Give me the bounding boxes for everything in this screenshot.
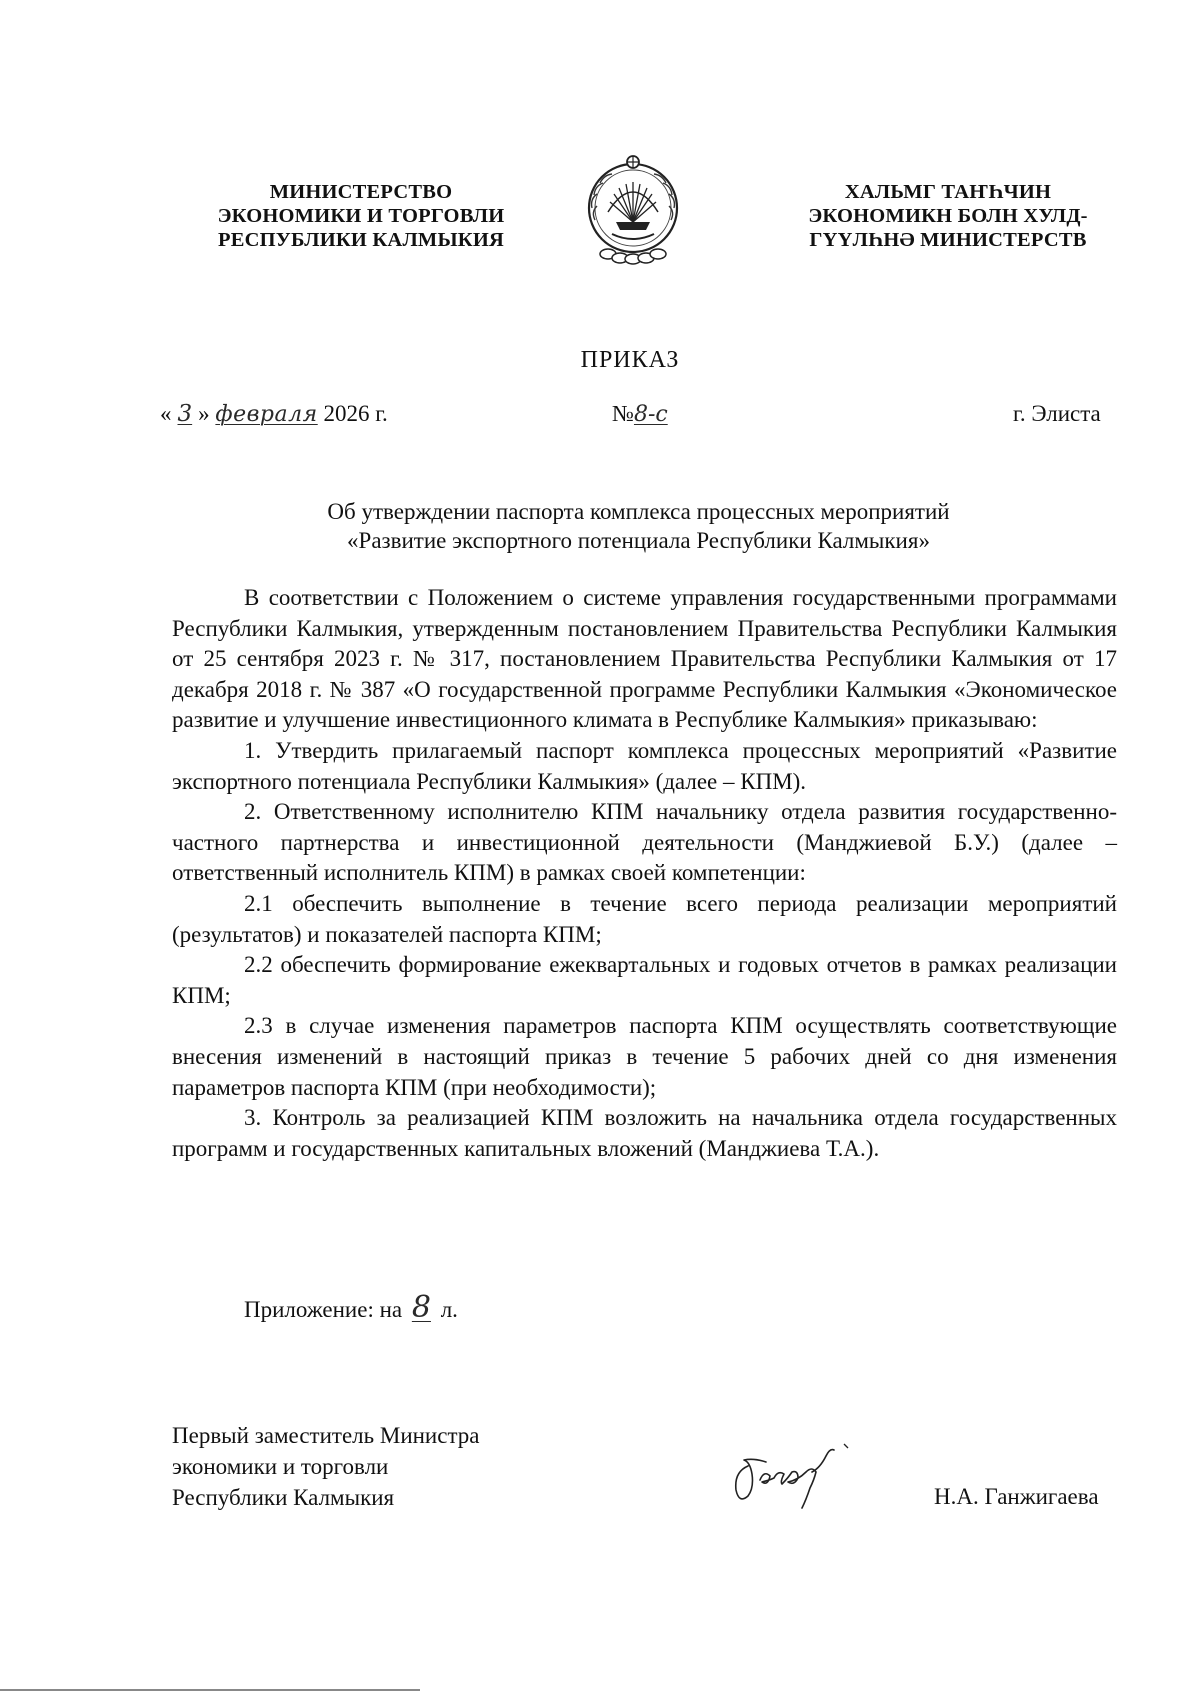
order-place: г. Элиста xyxy=(1013,401,1101,426)
ministry-name-line: МИНИСТЕРСТВО xyxy=(269,181,453,203)
scan-edge-line xyxy=(0,1689,420,1691)
ministry-name-line: ЭКОНОМИКН БОЛН ХУЛД- xyxy=(808,205,1088,227)
order-date xyxy=(160,400,388,429)
handwritten-signature xyxy=(720,1436,870,1526)
ministry-name-russian xyxy=(196,180,526,252)
signer-position-line: Республики Калмыкия xyxy=(172,1485,395,1510)
ministry-name-line: ЭКОНОМИКИ И ТОРГОВЛИ xyxy=(217,205,505,227)
body-paragraph-item-3: 3. Контроль за реализацией КПМ возложить на начальника отдела государственных программ и государственных капитальных вложений (Манджиева Т.А.). xyxy=(172,1105,1117,1161)
body-paragraph-preamble: В соответствии с Положением о системе управления государственными программами Республики Калмыкия, утвержденным постановлением Правительства Республики Калмыкия от 25 сентября 2023 г. № 317, постановлением Правительства Республики Калмыкия от 17 декабря 2018 г. № 387 «О государственной программе Республики Калмыкия «Экономическое развитие и улучшение инвестиционного климата в Республике Калмыкия» приказываю: xyxy=(172,585,1117,733)
appendix-note xyxy=(244,1290,458,1325)
subject-line: «Развитие экспортного потенциала Республики Калмыкия» xyxy=(347,528,930,553)
date-year: 2026 г. xyxy=(323,401,388,426)
signer-position-line: Первый заместитель Министра xyxy=(172,1423,480,1448)
body-paragraph-item-2-3: 2.3 в случае изменения параметров паспорта КПМ осуществлять соответствующие внесения изменений в настоящий приказ в течение 5 рабочих дней со дня изменения параметров паспорта КПМ (при необходимости); xyxy=(172,1013,1117,1100)
date-close-quote: » xyxy=(198,401,210,426)
ministry-name-line: ГҮҮЛҺНӘ МИНИСТЕРСТВ xyxy=(809,229,1087,251)
ministry-name-line: ХАЛЬМГ ТАҤҺЧИН xyxy=(844,181,1052,203)
signer-name: Н.А. Ганжигаева xyxy=(934,1484,1099,1509)
handwritten-number: 8-с xyxy=(633,402,668,427)
handwritten-month: февраля xyxy=(215,402,318,427)
body-paragraph-item-2: 2. Ответственному исполнителю КПМ начальнику отдела развития государственно-частного партнерства и инвестиционной деятельности (Манджиевой Б.У.) (далее – ответственный исполнитель КПМ) в рамках своей компетенции: xyxy=(172,799,1117,886)
number-prefix: № xyxy=(612,401,634,426)
subject-line: Об утверждении паспорта комплекса процессных мероприятий xyxy=(327,499,950,524)
appendix-prefix: Приложение: на xyxy=(244,1297,403,1322)
handwritten-day: 3 xyxy=(177,401,193,427)
document-type-title: ПРИКАЗ xyxy=(580,347,680,373)
order-subject xyxy=(160,497,1117,555)
body-paragraph-item-1: 1. Утвердить прилагаемый паспорт комплекса процессных мероприятий «Развитие экспортного потенциала Республики Калмыкия» (далее – КПМ). xyxy=(172,737,1117,794)
body-paragraph-item-2-2: 2.2 обеспечить формирование ежеквартальных и годовых отчетов в рамках реализации КПМ; xyxy=(172,952,1117,1008)
signer-position-line: экономики и торговли xyxy=(172,1454,389,1479)
order-number xyxy=(612,400,668,429)
date-open-quote: « xyxy=(160,401,172,426)
body-paragraph-item-2-1: 2.1 обеспечить выполнение в течение всего периода реализации мероприятий (результатов) и показателей паспорта КПМ; xyxy=(172,890,1117,947)
handwritten-page-count: 8 xyxy=(411,1290,431,1325)
coat-of-arms-emblem xyxy=(578,150,688,270)
signer-position xyxy=(172,1420,480,1513)
order-body xyxy=(172,583,1117,1164)
appendix-suffix: л. xyxy=(440,1297,458,1322)
ministry-name-kalmyk xyxy=(783,180,1113,252)
ministry-name-line: РЕСПУБЛИКИ КАЛМЫКИЯ xyxy=(217,229,505,251)
